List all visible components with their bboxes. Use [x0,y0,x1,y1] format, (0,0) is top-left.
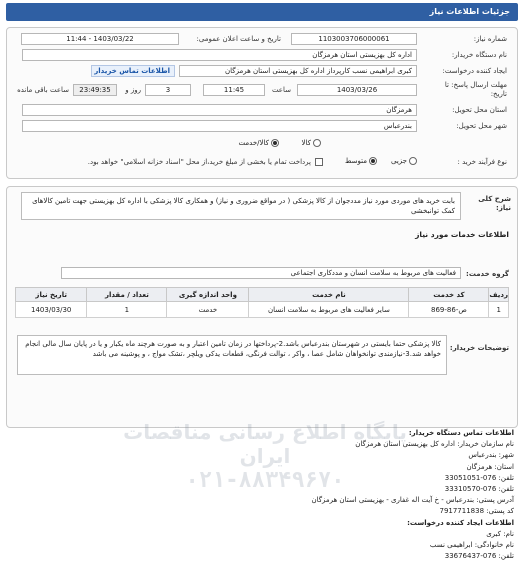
buyer-notes-label: توضیحات خریدار: [449,344,509,352]
deadline-time-label: ساعت [271,86,291,94]
province-field: هرمزگان [22,104,417,116]
col-code: کد خدمت [409,288,489,302]
col-unit: واحد اندازه گیری [167,288,249,302]
summary-label: شرح کلی نیاز: [478,195,511,212]
buyer-contact-link[interactable]: اطلاعات تماس خریدار [91,65,175,77]
creator-first-name: نام: کبری [486,529,514,538]
services-section-title: اطلاعات خدمات مورد نیاز [415,230,509,239]
creator-contact-title: اطلاعات ایجاد کننده درخواست: [407,518,514,527]
page-title: جزئیات اطلاعات نیاز [6,3,518,21]
buyer-province: استان: هرمزگان [466,462,514,471]
announce-field: 1403/03/22 - 11:44 [21,33,179,45]
cell-name: سایر فعالیت های مربوط به سلامت انسان [249,302,409,318]
col-row: ردیف [489,288,509,302]
process-label: نوع فرآیند خرید : [457,158,507,166]
need-info-panel [6,27,518,179]
city-field: بندرعباس [22,120,417,132]
deadline-label-1: مهلت ارسال پاسخ: تا [444,81,507,89]
remaining-label: ساعت باقی مانده [17,86,69,94]
buyer-contact-title: اطلاعات تماس دستگاه خریدار: [408,429,514,437]
services-table [15,287,509,318]
creator-field: کبری ابراهیمی نسب کارپرداز اداره کل بهزیستی استان هرمزگان [179,65,417,77]
deadline-label-2: تاریخ: [490,90,507,98]
radio-selected-icon[interactable] [369,157,377,165]
province-label: استان محل تحویل: [452,106,507,114]
service-group-field: فعالیت های مربوط به سلامت انسان و مددکاری اجتماعی [61,267,461,279]
buyer-label: نام دستگاه خریدار: [451,51,507,59]
buyer-org: نام سازمان خریدار: اداره کل بهزیستی استان هرمزگان [355,440,514,449]
buyer-postal: کد پستی: 7917711838 [439,507,514,516]
process-option-minor[interactable] [391,157,417,165]
cell-date: 1403/03/30 [16,302,87,318]
watermark-text: پایگاه اطلاع رسانی مناقصات ایران [123,420,407,468]
announce-label: تاریخ و ساعت اعلان عمومی: [196,35,281,43]
summary-text: بابت خرید های موردی مورد نیاز مددجوان از کالا پزشکی ( در مواقع ضروری و نیاز) و همکاری کالا پزشکی با اداره کل بهزیستی جهت تامین کالاهای کمک توانبخشی [21,192,461,220]
cell-code: ص-86-869 [409,302,489,318]
radio-icon[interactable] [409,157,417,165]
days-field: 3 [145,84,191,96]
buyer-phone-1: تلفن: 076-33051051 [444,473,514,482]
cell-unit: خدمت [167,302,249,318]
col-date: تاریخ نیاز [16,288,87,302]
creator-last-name: نام خانوادگی: ابراهیمی نسب [429,541,514,550]
col-name: نام خدمت [249,288,409,302]
process-option-medium[interactable] [345,157,377,165]
buyer-phone-2: تلفن: 076-33310570 [444,485,514,494]
process-option-medium-label: متوسط [345,157,367,165]
goods-option-label: کالا [301,139,311,147]
payment-note: پرداخت تمام یا بخشی از مبلغ خرید،از محل "اسناد خزانه اسلامی" خواهد بود. [87,158,311,166]
watermark-phone: ۰۲۱-۸۸۳۴۹۶۷۰ [185,468,345,493]
radio-selected-icon[interactable] [271,139,279,147]
goods-option[interactable] [302,139,321,147]
creator-phone: تلفن: 076-33676437 [444,552,514,561]
buyer-city: شهر: بندرعباس [468,451,514,460]
creator-label: ایجاد کننده درخواست: [442,67,507,75]
buyer-field: اداره کل بهزیستی استان هرمزگان [22,49,417,61]
process-option-minor-label: جزیی [391,157,407,165]
table-row [16,302,509,318]
service-group-label: گروه خدمت: [466,270,509,278]
remaining-time-field: 23:49:35 [73,84,117,96]
cell-qty: 1 [87,302,167,318]
buyer-address: آدرس پستی: بندرعباس - خ آیت اله غفاری - بهزیستی استان هرمزگان [311,496,514,505]
deadline-date-field: 1403/03/26 [297,84,417,96]
services-panel [6,186,518,428]
col-qty: تعداد / مقدار [87,288,167,302]
radio-icon[interactable] [313,139,321,147]
goods-service-option-label: کالا/خدمت [238,139,269,147]
need-number-label: شماره نیاز: [473,35,507,43]
deadline-time-field: 11:45 [203,84,265,96]
cell-row: 1 [489,302,509,318]
goods-service-option[interactable] [239,139,279,147]
city-label: شهر محل تحویل: [456,122,507,130]
payment-checkbox[interactable] [315,158,323,166]
need-number-field: 1103003706000061 [291,33,417,45]
services-table-header [16,288,509,302]
days-label: روز و [125,86,141,94]
contact-info [311,428,514,562]
buyer-notes-text: کالا پزشکی حتما بایستی در شهرستان بندرعباس باشد.2-پرداختها در زمان تامین اعتبار و به صورت هرچند ماه یکبار و یا در پایان سال مالی انجام خواهد شد.3-نیازمندی توانخواهان شامل عصا ، واکر ، توالت فرنگی، قطعات یدکی ویلچر ،تشک مواج ، و پوشینه می باشد [17,335,447,375]
